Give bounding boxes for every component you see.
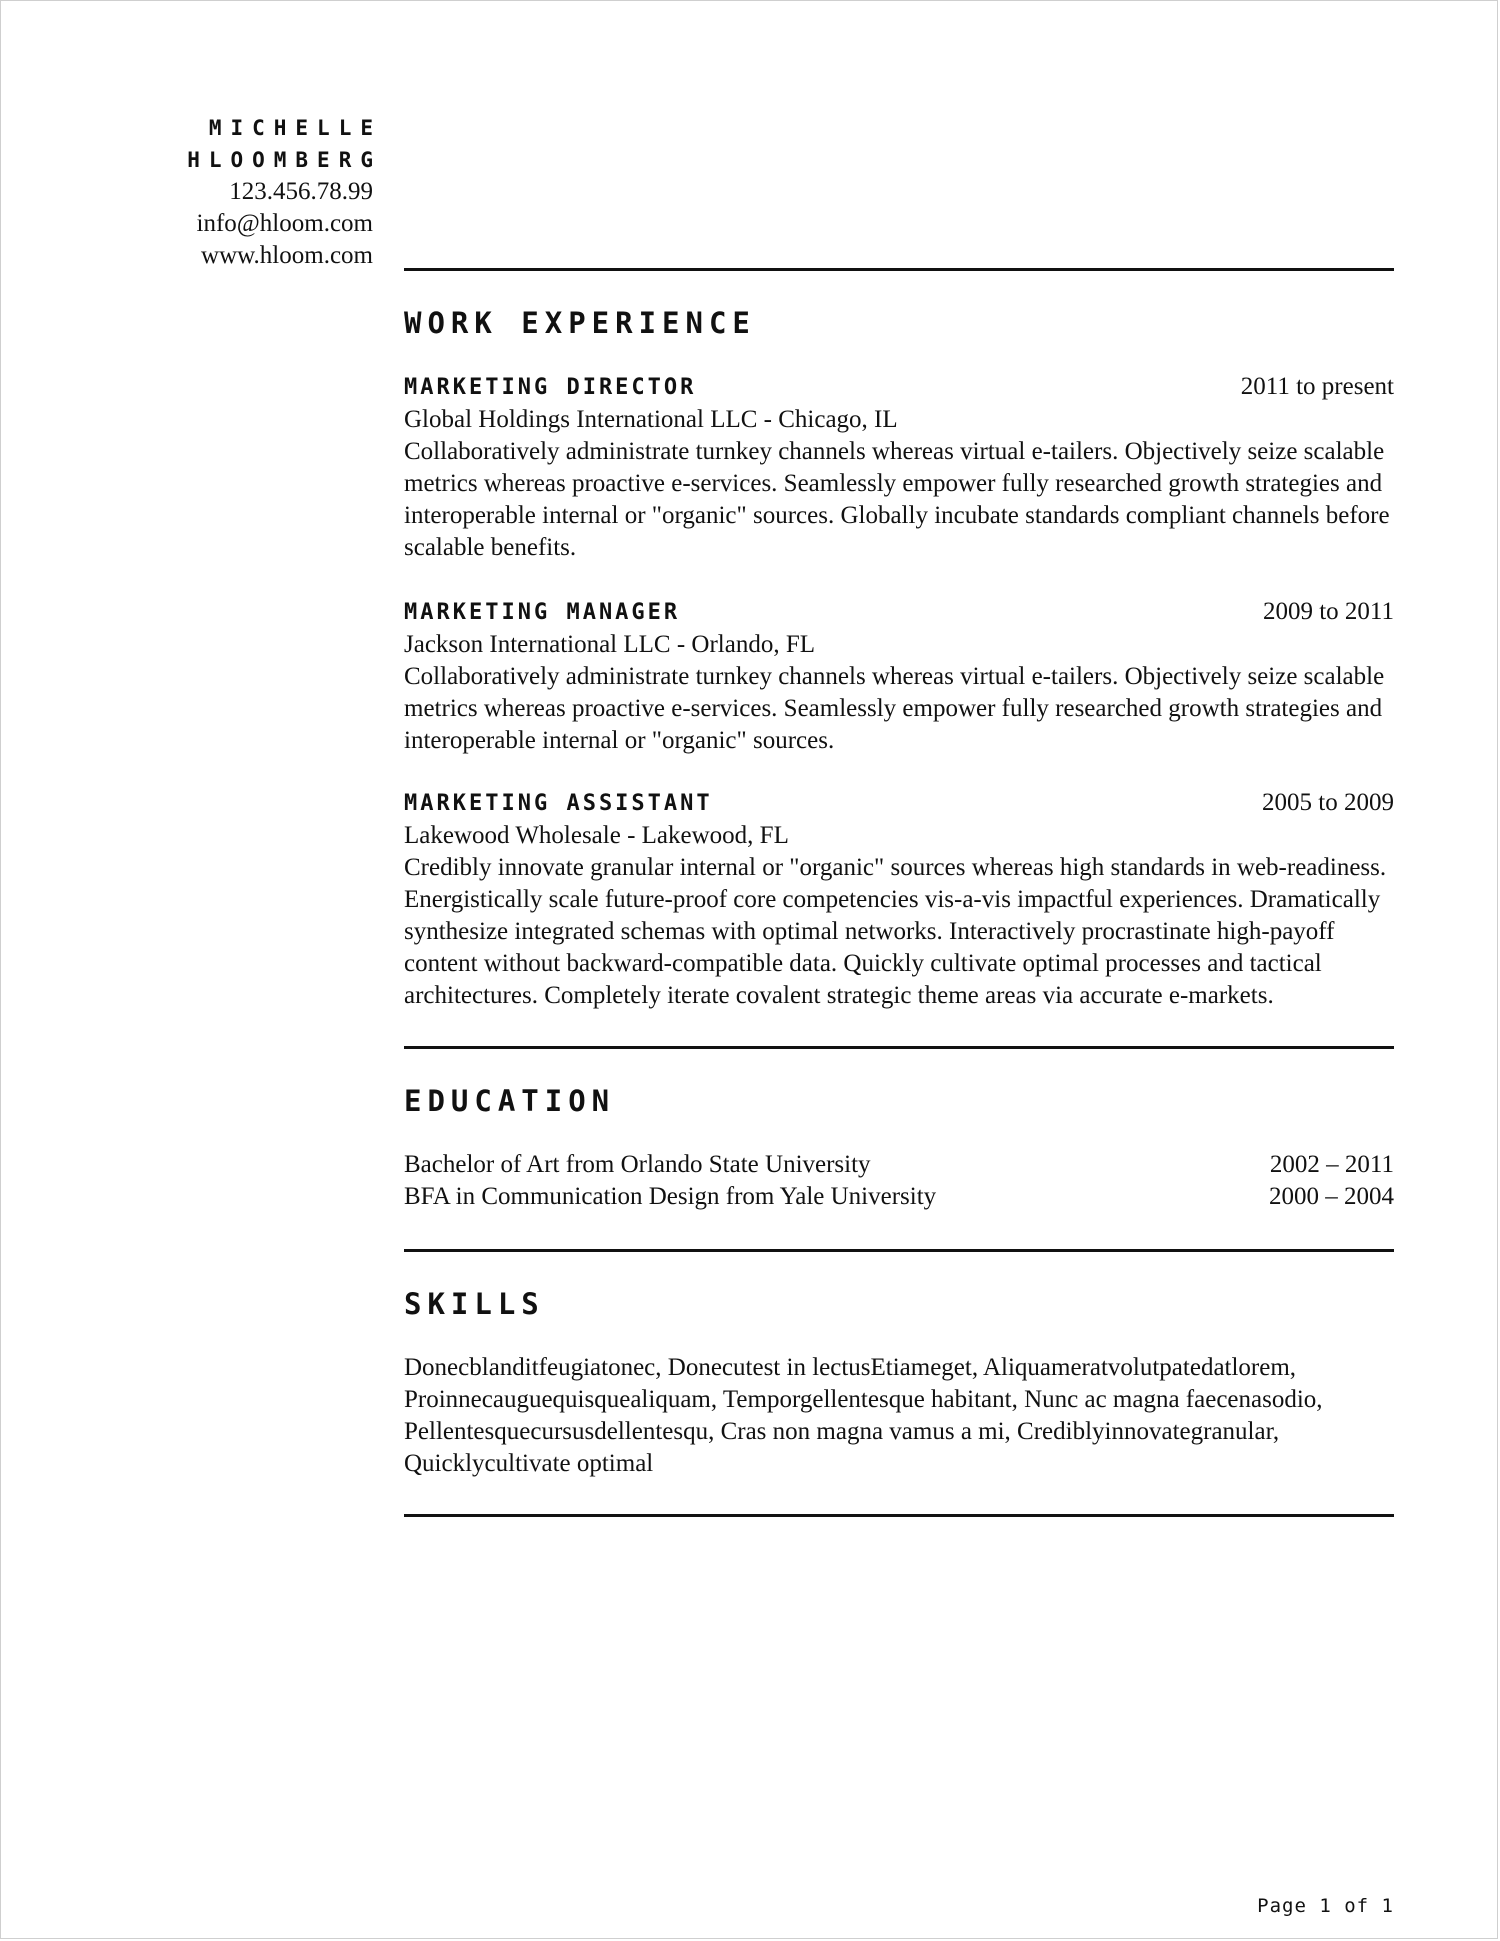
job-title: MARKETING DIRECTOR xyxy=(404,375,697,400)
work-experience-heading: WORK EXPERIENCE xyxy=(404,306,756,340)
job-title: MARKETING MANAGER xyxy=(404,600,681,625)
job-description: Collaboratively administrate turnkey channels whereas virtual e-tailers. Objectively seize scalable metrics whereas proactive e-services. Seamlessly empower fully researched growth strategies and interoperable internal or "organic" sources. xyxy=(404,663,1385,754)
job-dates: 2005 to 2009 xyxy=(1262,789,1394,816)
job-header xyxy=(404,371,1394,404)
job-entry xyxy=(404,371,1394,564)
job-title: MARKETING ASSISTANT xyxy=(404,791,713,816)
job-header xyxy=(404,787,1394,820)
job-company: Jackson International LLC - Orlando, FL xyxy=(404,631,816,658)
job-entry xyxy=(404,787,1394,1012)
divider xyxy=(404,1046,1394,1049)
job-description: Collaboratively administrate turnkey channels whereas virtual e-tailers. Objectively seize scalable metrics whereas proactive e-services. Seamlessly empower fully researched growth strategies and interoperable internal or "organic" sources. Globally incubate standards compliant channels before scalable benefits. xyxy=(404,438,1390,561)
first-name: MICHELLE xyxy=(208,116,382,140)
job-description: Credibly innovate granular internal or "organic" sources whereas high standards in web-readiness. Energistically scale future-proof core competencies vis-a-vis impactful experiences. Dramatically synthesize integrated schemas with optimal networks. Interactively procrastinate high-payoff content without backward-compatible data. Quickly cultivate optimal processes and tactical architectures. Completely iterate covalent strategic theme areas via accurate e-markets. xyxy=(404,854,1387,1009)
contact-header xyxy=(53,112,382,272)
education-dates: 2002 – 2011 xyxy=(1269,1151,1394,1178)
email: info@hloom.com xyxy=(196,210,373,237)
education-heading: EDUCATION xyxy=(404,1084,616,1118)
job-header xyxy=(404,596,1394,629)
divider xyxy=(404,1514,1394,1517)
skills-text: Donecblanditfeugiatonec, Donecutest in lectusEtiameget, Aliquameratvolutpatedatlorem, Proinnecauguequisquealiquam, Temporgellentesque habitant, Nunc ac magna faecenasodio, Pellentesquecursusdellentesqu, Cras non magna vamus a mi, Crediblyinnovategranular, Quicklycultivate optimal xyxy=(404,1354,1323,1477)
education-item xyxy=(404,1149,1394,1181)
job-entry xyxy=(404,596,1394,757)
resume-body xyxy=(404,268,1394,1517)
divider xyxy=(404,268,1394,271)
page-number: Page 1 of 1 xyxy=(1257,1895,1394,1917)
job-company: Lakewood Wholesale - Lakewood, FL xyxy=(404,822,789,849)
last-name: HLOOMBERG xyxy=(187,148,382,172)
skills-heading: SKILLS xyxy=(404,1287,545,1321)
education-degree: Bachelor of Art from Orlando State University xyxy=(404,1151,871,1178)
job-dates: 2011 to present xyxy=(1240,373,1394,400)
divider xyxy=(404,1249,1394,1252)
phone: 123.456.78.99 xyxy=(229,178,373,205)
website: www.hloom.com xyxy=(201,242,373,269)
education-degree: BFA in Communication Design from Yale University xyxy=(404,1183,937,1210)
education-dates: 2000 – 2004 xyxy=(1269,1183,1394,1210)
job-company: Global Holdings International LLC - Chicago, IL xyxy=(404,406,898,433)
job-dates: 2009 to 2011 xyxy=(1262,598,1394,625)
education-item xyxy=(404,1181,1394,1213)
